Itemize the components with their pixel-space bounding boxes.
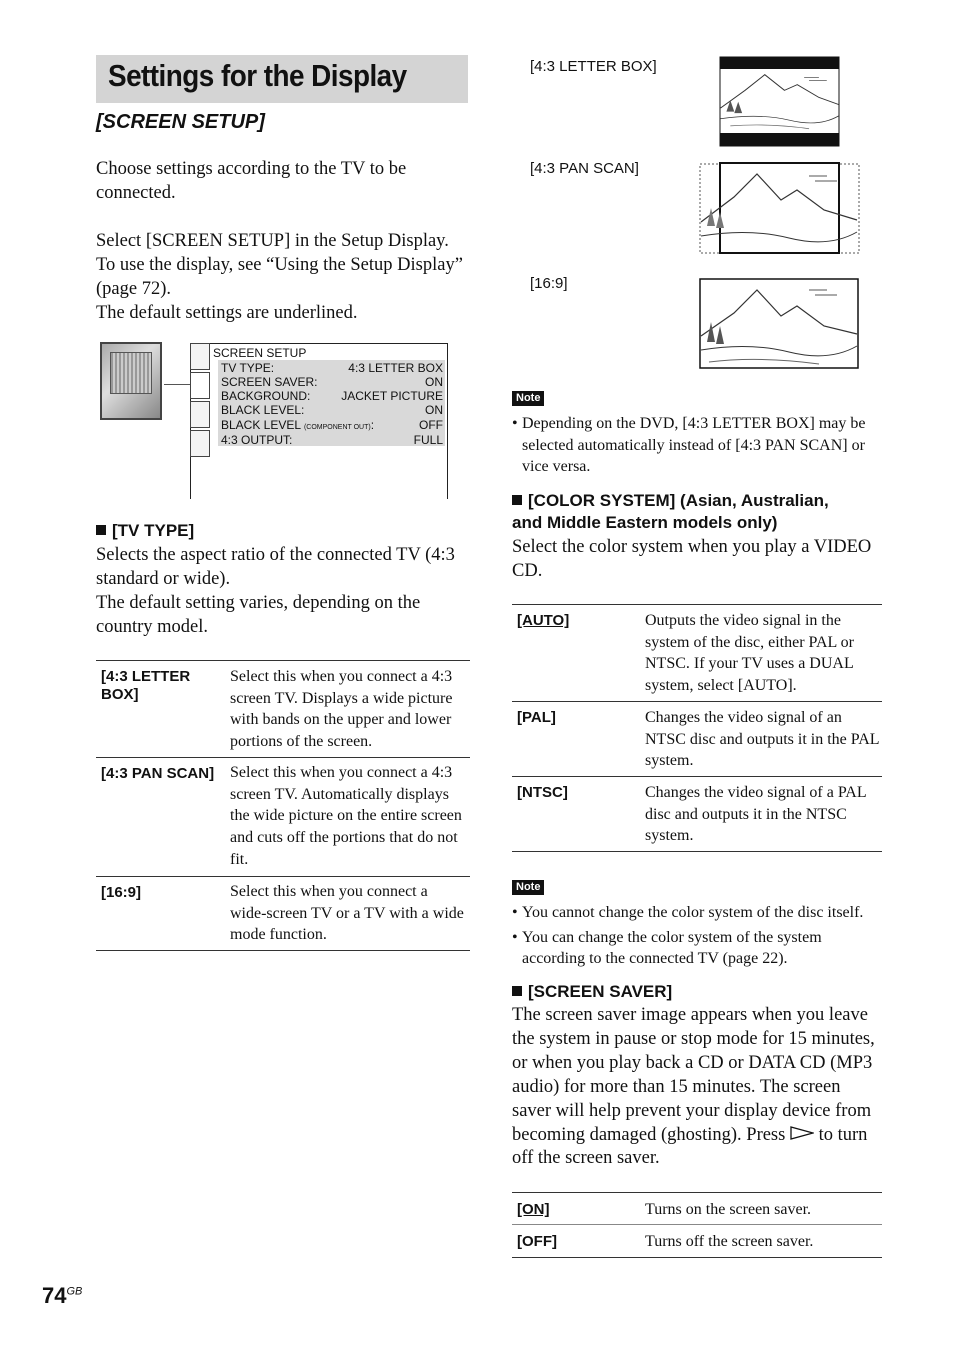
table-rule: [512, 776, 882, 777]
tv-type-option-desc: Select this when you connect a 4:3 screen TV. Displays a wide picture with bands on the upper and lower portions of the screen.: [230, 668, 453, 751]
intro-line: The default settings are underlined.: [96, 303, 358, 323]
diagram-label-letterbox: [4:3 LETTER BOX]: [530, 58, 657, 75]
note-item: • You can change the color system of the system according to the connected TV (page 22).: [512, 928, 822, 968]
page-title: Settings for the Display: [108, 58, 407, 93]
note-item: • Depending on the DVD, [4:3 LETTER BOX] may be selected automatically instead of [4:3 PAN SCAN] or vice versa.: [512, 415, 866, 476]
screen-saver-option-desc: Turns off the screen saver.: [645, 1233, 814, 1250]
letterbox-diagram: [719, 56, 841, 148]
table-rule: [96, 950, 470, 951]
tv-type-option-desc: Select this when you connect a 4:3 screen TV. Automatically displays the wide picture on the entire screen and cuts off the portions that do not fit.: [230, 764, 462, 868]
play-icon: [790, 1126, 814, 1140]
note-list: [512, 902, 884, 970]
intro-paragraph-1: Choose settings according to the TV to be connected.: [96, 159, 407, 203]
color-option-desc: Changes the video signal of a PAL disc and outputs it in the NTSC system.: [645, 784, 867, 845]
intro-paragraph-2: [96, 229, 468, 325]
screen-saver-option: [OFF]: [517, 1233, 557, 1250]
note-badge: Note: [512, 880, 544, 895]
wide-diagram: [699, 278, 860, 370]
color-option: [PAL]: [517, 709, 556, 726]
square-bullet-icon: [96, 525, 106, 535]
color-option: [AUTO]: [517, 612, 570, 629]
setup-menu-row: BLACK LEVEL (COMPONENT OUT): OFF: [221, 418, 443, 432]
setup-menu-row: 4:3 OUTPUT: FULL: [221, 433, 443, 447]
tv-type-option-desc: Select this when you connect a wide-screen TV or a TV with a wide mode function.: [230, 883, 464, 944]
setup-menu-row: TV TYPE: 4:3 LETTER BOX: [221, 361, 443, 375]
setup-menu-header: SCREEN SETUP: [213, 346, 307, 360]
section-subtitle: [SCREEN SETUP]: [96, 111, 265, 133]
intro-line: Select [SCREEN SETUP] in the Setup Display.: [96, 231, 449, 251]
page-number: $74^{GB}$: [42, 1283, 83, 1308]
setup-menu-row: BACKGROUND: JACKET PICTURE: [221, 389, 443, 403]
color-option-desc: Outputs the video signal in the system of the disc, either PAL or NTSC. If your TV uses a DUAL system, select [AUTO].: [645, 612, 855, 695]
table-rule: [512, 851, 882, 852]
screen-saver-option-desc: Turns on the screen saver.: [645, 1201, 812, 1218]
table-rule: [512, 604, 882, 605]
screen-setup-icon: [100, 342, 162, 420]
square-bullet-icon: [512, 495, 522, 505]
table-rule: [96, 660, 470, 661]
setup-menu-row: BLACK LEVEL: ON: [221, 403, 443, 417]
color-option-desc: Changes the video signal of an NTSC disc and outputs it in the PAL system.: [645, 709, 879, 770]
tv-type-option: [16:9]: [101, 884, 142, 901]
tv-type-option: [4:3 PAN SCAN]: [101, 765, 215, 782]
square-bullet-icon: [512, 986, 522, 996]
note-badge: Note: [512, 391, 544, 406]
table-rule: [512, 701, 882, 702]
table-rule: [96, 876, 470, 877]
menu-tab-selected: [190, 372, 210, 399]
tv-type-description: Selects the aspect ratio of the connected TV (4:3 standard or wide). The default setting varies, depending on the country model.: [96, 545, 455, 637]
tv-type-heading: [TV TYPE]: [96, 520, 194, 542]
screen-saver-option: [ON]: [517, 1201, 550, 1218]
tv-type-option: [4:3 LETTER BOX]: [101, 668, 191, 703]
table-rule: [512, 1192, 882, 1193]
color-system-description: Select the color system when you play a VIDEO CD.: [512, 537, 872, 581]
table-rule: [512, 1257, 882, 1258]
screen-saver-heading: [SCREEN SAVER]: [512, 981, 672, 1003]
diagram-label-panscan: [4:3 PAN SCAN]: [530, 160, 639, 177]
menu-tab: [190, 343, 210, 370]
menu-tab: [190, 401, 210, 428]
panscan-diagram: [699, 162, 861, 255]
intro-line: To use the display, see “Using the Setup Display” (page 72).: [96, 255, 463, 299]
table-rule: [96, 757, 470, 758]
table-rule: [512, 1224, 882, 1225]
menu-tab: [190, 430, 210, 457]
color-option: [NTSC]: [517, 784, 568, 801]
note-item: • You cannot change the color system of the disc itself.: [512, 904, 864, 921]
setup-menu-row: SCREEN SAVER: ON: [221, 375, 443, 389]
color-system-heading: [COLOR SYSTEM] (Asian, Australian, and Middle Eastern models only): [512, 491, 829, 532]
diagram-label-wide: [16:9]: [530, 275, 568, 292]
screen-saver-description: The screen saver image appears when you leave the system in pause or stop mode for 15 minutes, or when you play back a CD or DATA CD (MP3 audio) for more than 15 minutes. The screen saver will help prevent your display device from becoming damaged (ghosting). Press to turn off the screen saver.: [512, 1005, 875, 1169]
